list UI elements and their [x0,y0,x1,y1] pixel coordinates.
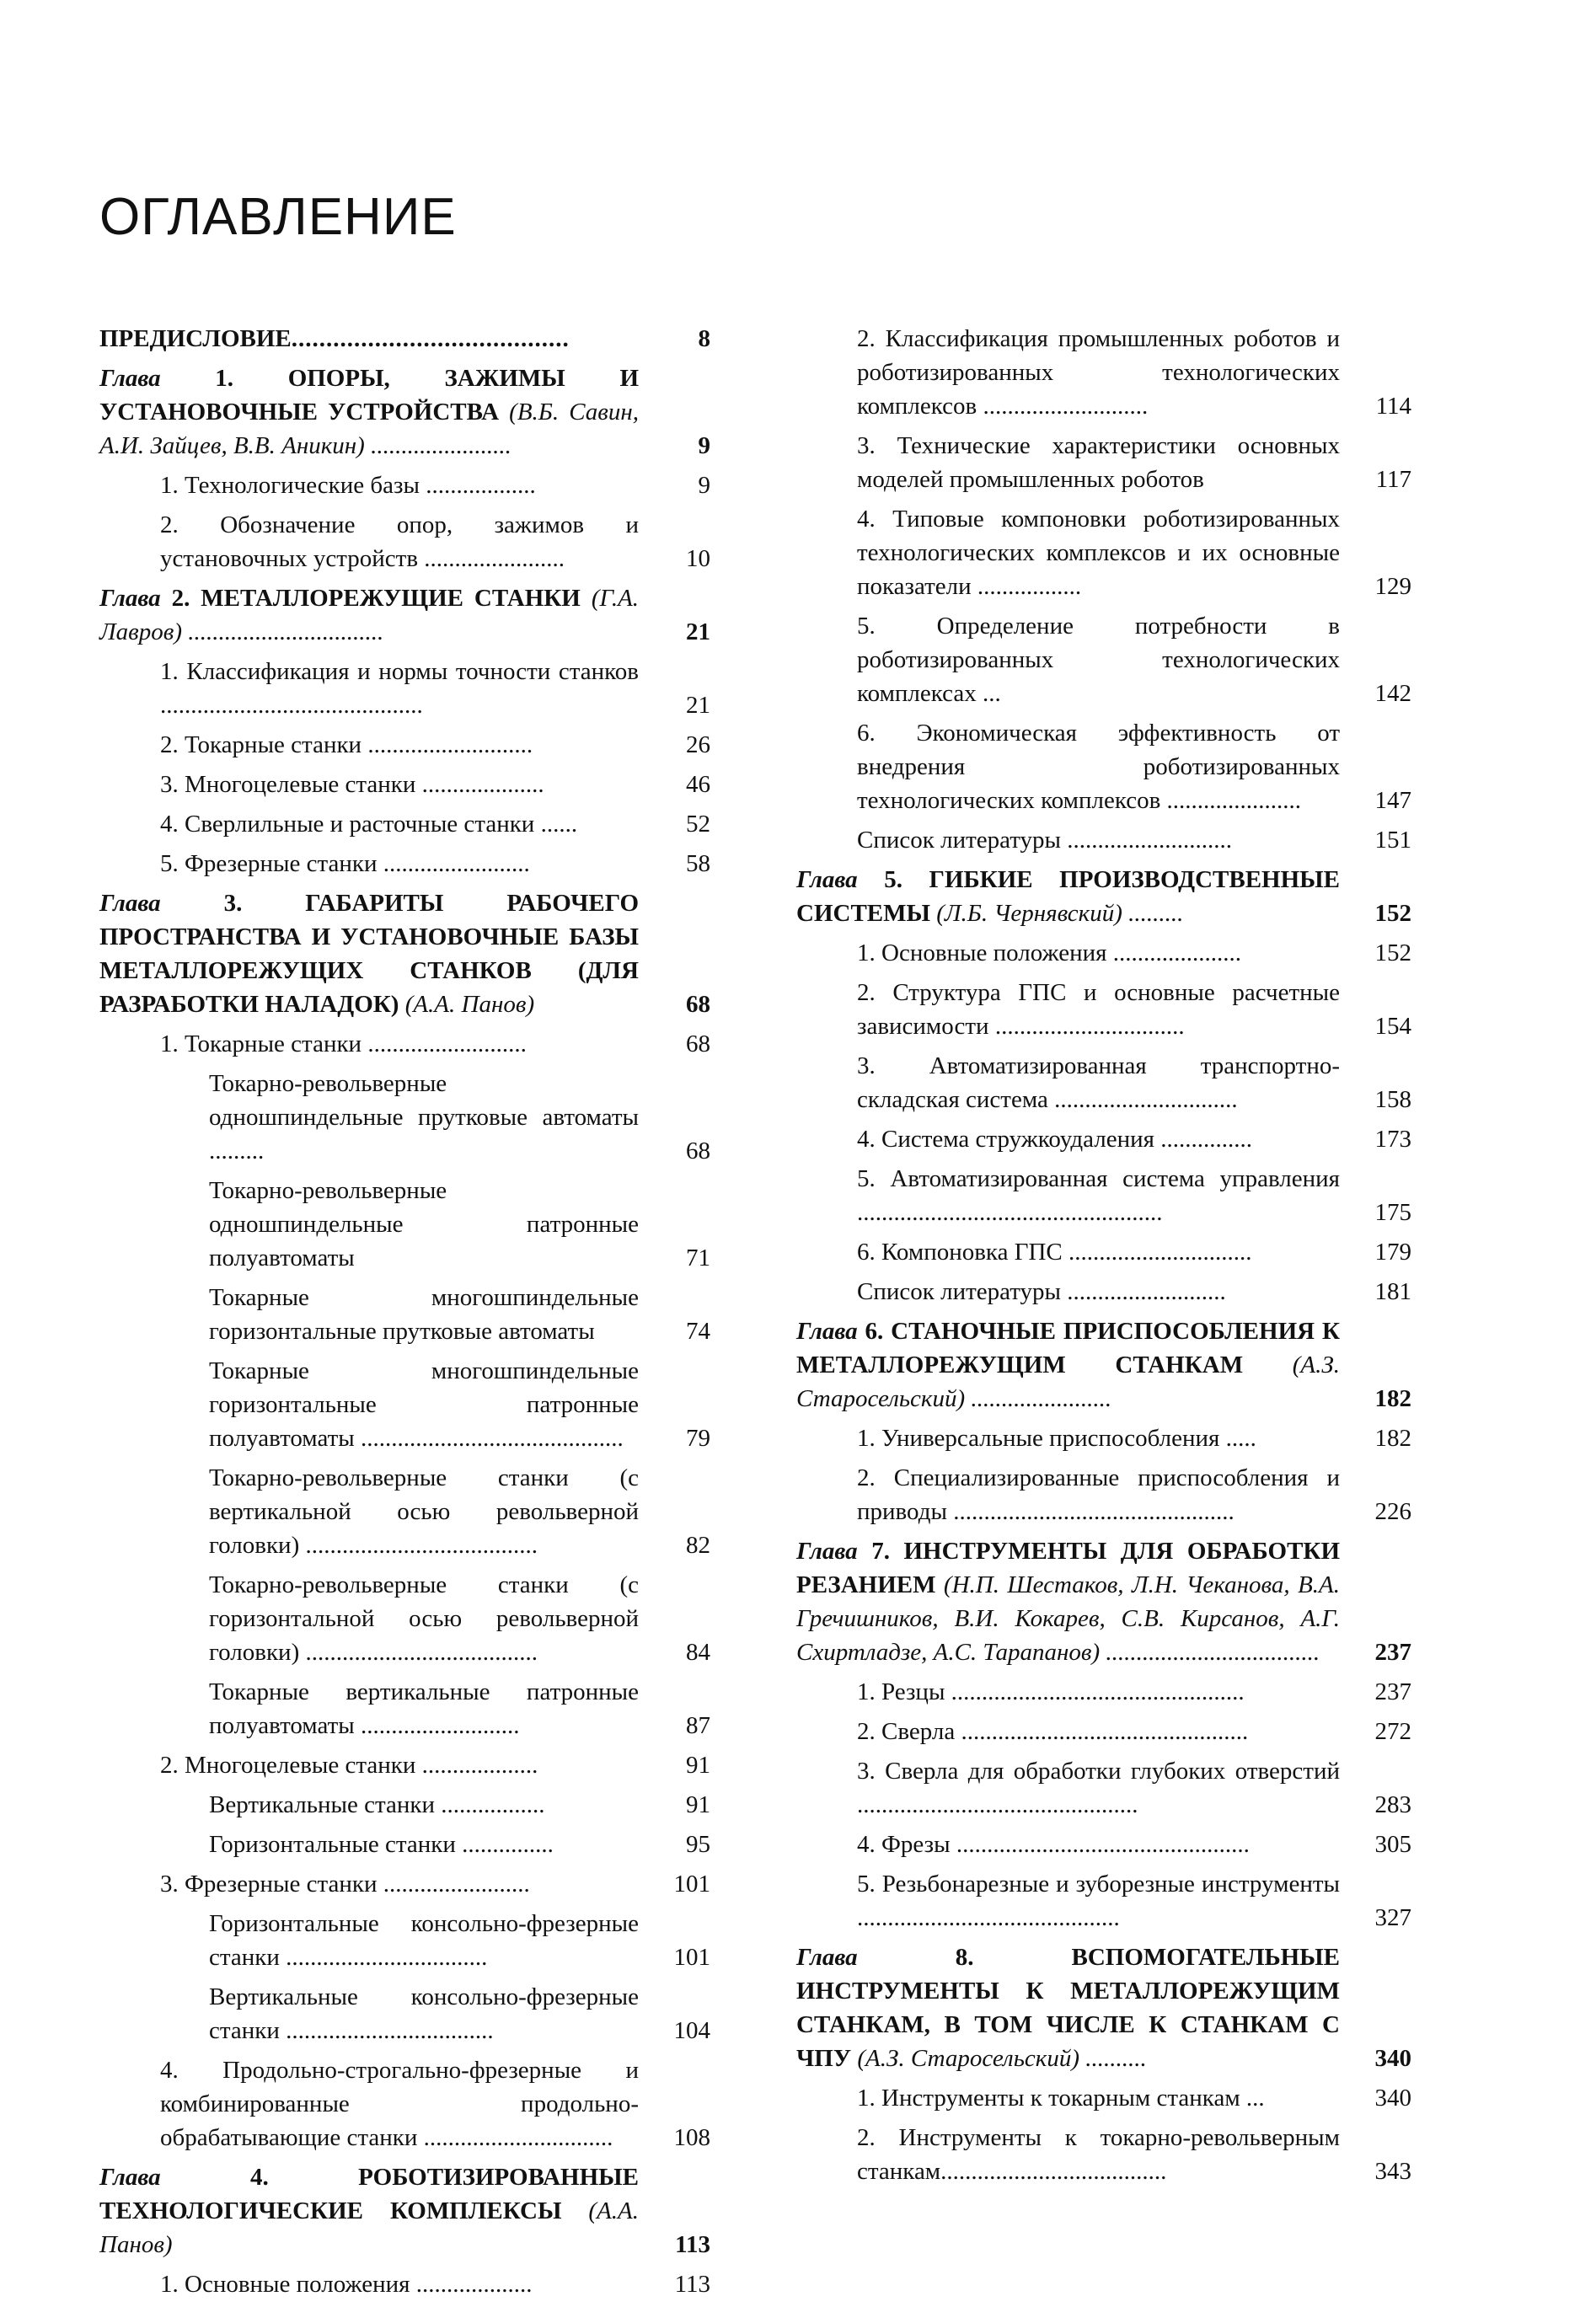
toc-entry-4-3[interactable] [796,429,1411,496]
page-number: 101 [673,1871,710,1898]
toc-entry-2-2[interactable] [99,728,710,762]
toc-entry-3-1c[interactable] [99,1281,710,1348]
page-number: 182 [1374,1425,1411,1452]
toc-entry-3-1e[interactable] [99,1461,710,1562]
toc-entry-4-6[interactable] [796,716,1411,817]
entry-title: 5. Автоматизированная система управления .................................................. [857,1165,1340,1226]
page-number: 114 [1375,393,1411,420]
page-number: 129 [1374,573,1411,600]
page-number: 74 [686,1318,710,1345]
toc-entry-5-6[interactable] [796,1235,1411,1269]
toc-entry-3-3b[interactable] [99,1980,710,2047]
page-number: 117 [1375,466,1411,493]
entry-title: 6. Экономическая эффективность от внедрения роботизированных технологических комплексов ...................... [857,720,1340,814]
chapter-label: Глава [796,1944,858,1971]
entry-title: Горизонтальные консольно-фрезерные станки ................................. [209,1910,639,1971]
page-number: 68 [686,991,710,1018]
chapter-authors: (А.З. Старосельский) [857,2045,1079,2072]
page-number: 181 [1374,1278,1411,1305]
chapter-label: Глава [796,866,858,893]
toc-entry-7-2[interactable] [796,1715,1411,1748]
toc-entry-5-4[interactable] [796,1122,1411,1156]
preface-label: ПРЕДИСЛОВИЕ [99,325,292,352]
page-number: 147 [1374,787,1411,814]
page-number: 173 [1374,1126,1411,1153]
page-number: 327 [1374,1904,1411,1931]
toc-entry-3-3a[interactable] [99,1907,710,1974]
entry-title: Горизонтальные станки ............... [209,1831,554,1858]
entry-title: 3. Многоцелевые станки .................... [160,771,544,798]
entry-title: 1. Инструменты к токарным станкам ... [857,2085,1265,2112]
page-number: 21 [686,692,710,719]
toc-entry-1-2[interactable] [99,508,710,575]
page-number: 8 [698,325,710,352]
chapter-label: Глава [99,890,161,917]
chapter-title: 7. ИНСТРУМЕНТЫ ДЛЯ ОБРАБОТКИ РЕЗАНИЕМ [796,1538,1341,1598]
chapter-dots: ....................... [965,1385,1112,1412]
page-number: 82 [686,1532,710,1559]
chapter-title: 4. РОБОТИЗИРОВАННЫЕ ТЕХНОЛОГИЧЕСКИЕ КОМПЛЕКСЫ [99,2164,639,2224]
toc-entry-5-1[interactable] [796,936,1411,970]
preface-dots: ........................................ [291,325,570,352]
page-number: 237 [1374,1639,1411,1666]
entry-title: 4. Сверлильные и расточные станки ...... [160,811,578,838]
entry-title: 1. Токарные станки .......................... [160,1030,527,1057]
entry-title: 3. Сверла для обработки глубоких отверстий .............................................. [857,1758,1340,1818]
chapter-title: 6. СТАНОЧНЫЕ ПРИСПОСОБЛЕНИЯ К МЕТАЛЛОРЕЖУЩИМ СТАНКАМ [796,1318,1340,1378]
entry-title: 3. Фрезерные станки ........................ [160,1871,530,1898]
chapter-label: Глава [796,1318,858,1345]
page-number: 10 [686,545,710,572]
chapter-title: 8. ВСПОМОГАТЕЛЬНЫЕ ИНСТРУМЕНТЫ К МЕТАЛЛОРЕЖУЩИМ СТАНКАМ, В ТОМ ЧИСЛЕ К СТАНКАМ С ЧПУ [796,1944,1340,2072]
entry-title: 1. Основные положения ..................... [857,939,1241,966]
toc-entry-3-4[interactable] [99,2053,710,2154]
page-number: 283 [1374,1791,1411,1818]
toc-entry-chapter-2[interactable] [99,581,710,649]
page-number: 91 [686,1791,710,1818]
chapter-authors: (В.Б. Савин, А.И. Зайцев, В.В. Аникин) [99,399,639,459]
entry-title: 1. Универсальные приспособления ..... [857,1425,1256,1452]
entry-title: 4. Продольно-строгально-фрезерные и комбинированные продольно-обрабатывающие станки ............................... [160,2057,639,2151]
entry-title: 2. Классификация промышленных роботов и роботизированных технологических комплексов ........................... [857,325,1340,420]
entry-title: 2. Многоцелевые станки ................... [160,1752,538,1779]
toc-entry-3-1b[interactable] [99,1174,710,1275]
toc-entry-chapter-4[interactable] [99,2160,710,2262]
chapter-dots: ......... [1122,900,1184,927]
entry-title: Токарные вертикальные патронные полуавтоматы .......................... [209,1678,639,1739]
entry-title: Токарно-револьверные одношпиндельные прутковые автоматы ......... [209,1070,639,1164]
chapter-title: 1. ОПОРЫ, ЗАЖИМЫ И УСТАНОВОЧНЫЕ УСТРОЙСТВА [99,365,639,426]
page-number: 21 [686,618,710,645]
chapter-label: Глава [99,365,161,392]
entry-title: 1. Технологические базы .................. [160,472,536,499]
toc-entry-chapter-5[interactable] [796,863,1411,930]
page-number: 152 [1374,900,1411,927]
entry-title: Список литературы ........................... [857,827,1233,854]
page-number: 87 [686,1712,710,1739]
page-number: 71 [686,1244,710,1271]
toc-entry-7-3[interactable] [796,1754,1411,1822]
chapter-dots: .......... [1079,2045,1147,2072]
page-number: 113 [674,2271,710,2298]
toc-entry-5-3[interactable] [796,1049,1411,1116]
page-number: 272 [1374,1718,1411,1745]
toc-entry-7-1[interactable] [796,1675,1411,1709]
page-number: 237 [1374,1678,1411,1705]
entry-title: Токарные многошпиндельные горизонтальные прутковые автоматы [209,1284,639,1345]
page-number: 113 [675,2231,710,2258]
page-number: 182 [1374,1385,1411,1412]
toc-entry-7-4[interactable] [796,1828,1411,1861]
toc-entry-preface[interactable] [99,322,710,356]
page-number: 151 [1374,827,1411,854]
chapter-authors: (А.А. Панов) [99,2197,639,2258]
entry-title: 2. Сверла ............................................... [857,1718,1249,1745]
page-number: 152 [1374,939,1411,966]
page-number: 101 [673,1944,710,1971]
page-number: 154 [1374,1013,1411,1040]
chapter-authors: (А.З. Старосельский) [796,1352,1340,1412]
entry-title: Токарно-револьверные одношпиндельные патронные полуавтоматы [209,1177,639,1271]
page-title: ОГЛАВЛЕНИЕ [99,188,457,246]
toc-entry-4-1[interactable] [99,2267,710,2301]
entry-title: Токарно-револьверные станки (с горизонтальной осью револьверной головки) ...................................... [209,1571,639,1666]
entry-title: Список литературы .......................... [857,1278,1226,1305]
page-number: 104 [673,2017,710,2044]
page-number: 108 [673,2124,710,2151]
chapter-authors: (А.А. Панов) [404,991,535,1018]
toc-entry-3-2[interactable] [99,1748,710,1782]
entry-title: 1. Резцы ................................................ [857,1678,1245,1705]
entry-title: 1. Основные положения ................... [160,2271,533,2298]
page-number: 226 [1374,1498,1411,1525]
toc-entry-5-2[interactable] [796,976,1411,1043]
toc-entry-chapter-3[interactable] [99,886,710,1021]
page-number: 52 [686,811,710,838]
toc-entry-4-literature[interactable] [796,823,1411,857]
toc-entry-chapter-7[interactable] [796,1534,1411,1669]
toc-entry-2-4[interactable] [99,807,710,841]
entry-title: 3. Автоматизированная транспортно-складская система .............................. [857,1052,1340,1113]
page-number: 79 [686,1425,710,1452]
chapter-title: 2. МЕТАЛЛОРЕЖУЩИЕ СТАНКИ [171,585,581,612]
chapter-dots: ................................... [1100,1639,1320,1666]
chapter-label: Глава [796,1538,858,1565]
page-number: 91 [686,1752,710,1779]
entry-title: 3. Технические характеристики основных моделей промышленных роботов [857,432,1340,493]
page-number: 340 [1374,2045,1411,2072]
toc-entry-1-1[interactable] [99,468,710,502]
chapter-label: Глава [99,2164,161,2191]
page-number: 95 [686,1831,710,1858]
toc-entry-3-1[interactable] [99,1027,710,1061]
page-number: 9 [698,432,710,459]
page-number: 343 [1374,2158,1411,2185]
entry-title: 4. Фрезы ................................................ [857,1831,1250,1858]
entry-title: Вертикальные консольно-фрезерные станки .................................. [209,1983,639,2044]
entry-title: 4. Система стружкоудаления ............... [857,1126,1253,1153]
entry-title: Вертикальные станки ................. [209,1791,545,1818]
toc-entry-5-literature[interactable] [796,1275,1411,1309]
toc-entry-3-2b[interactable] [99,1828,710,1861]
toc-entry-chapter-6[interactable] [796,1314,1411,1416]
entry-title: 2. Токарные станки ........................... [160,731,533,758]
toc-entry-2-1[interactable] [99,655,710,722]
chapter-label: Глава [99,585,161,612]
toc-entry-chapter-1[interactable] [99,361,710,463]
chapter-authors: (Н.П. Шестаков, Л.Н. Чеканова, В.А. Гречишников, В.И. Кокарев, С.В. Кирсанов, А.Г. Схиртладзе, А.С. Тарапанов) [796,1571,1340,1666]
toc-entry-chapter-8[interactable] [796,1940,1411,2075]
page-number: 58 [686,850,710,877]
entry-title: 5. Определение потребности в роботизированных технологических комплексах ... [857,613,1340,707]
page-number: 179 [1374,1239,1411,1266]
entry-title: 4. Типовые компоновки роботизированных технологических комплексов и их основные показатели ................. [857,506,1340,600]
chapter-dots: ....................... [364,432,511,459]
entry-title: 2. Инструменты к токарно-револьверным станкам..................................... [857,2124,1340,2185]
entry-title: 5. Резьбонарезные и зуборезные инструменты ........................................... [857,1871,1340,1931]
toc-entry-6-2[interactable] [796,1461,1411,1528]
entry-title: 2. Обозначение опор, зажимов и установочных устройств ....................... [160,511,639,572]
toc-entry-5-5[interactable] [796,1162,1411,1229]
toc-entry-4-4[interactable] [796,502,1411,603]
page-number: 68 [686,1030,710,1057]
chapter-dots: ................................ [181,618,384,645]
page-number: 68 [686,1137,710,1164]
entry-title: Токарные многошпиндельные горизонтальные патронные полуавтоматы ........................................... [209,1357,639,1452]
chapter-authors: (Г.А. Лавров) [99,585,640,645]
chapter-title: 5. ГИБКИЕ ПРОИЗВОДСТВЕННЫЕ СИСТЕМЫ [796,866,1340,927]
entry-title: 2. Специализированные приспособления и приводы .............................................. [857,1464,1340,1525]
toc-entry-3-3[interactable] [99,1867,710,1901]
page-number: 158 [1374,1086,1411,1113]
entry-title: Токарно-револьверные станки (с вертикальной осью револьверной головки) ...................................... [209,1464,639,1559]
chapter-title: 3. ГАБАРИТЫ РАБОЧЕГО ПРОСТРАНСТВА И УСТАНОВОЧНЫЕ БАЗЫ МЕТАЛЛОРЕЖУЩИХ СТАНКОВ (ДЛЯ РАЗРАБОТКИ НАЛАДОК) [99,890,639,1018]
page-number: 26 [686,731,710,758]
toc-right-column [796,322,1411,2194]
toc-entry-3-1d[interactable] [99,1354,710,1455]
entry-title: 1. Классификация и нормы точности станков ........................................... [160,658,639,719]
toc-entry-3-1a[interactable] [99,1067,710,1168]
page-number: 9 [698,472,710,499]
toc-left-column [99,322,710,2307]
toc-entry-4-2[interactable] [796,322,1411,423]
page-number: 175 [1374,1199,1411,1226]
page-number: 84 [686,1639,710,1666]
toc-entry-4-5[interactable] [796,609,1411,710]
entry-title: 6. Компоновка ГПС .............................. [857,1239,1252,1266]
page-number: 305 [1374,1831,1411,1858]
page-number: 46 [686,771,710,798]
toc-entry-2-5[interactable] [99,847,710,881]
toc-entry-8-2[interactable] [796,2121,1411,2188]
chapter-authors: (Л.Б. Чернявский) [936,900,1122,927]
entry-title: 5. Фрезерные станки ........................ [160,850,530,877]
page-number: 340 [1374,2085,1411,2112]
toc-entry-3-2a[interactable] [99,1788,710,1822]
toc-entry-2-3[interactable] [99,768,710,801]
toc-entry-7-5[interactable] [796,1867,1411,1935]
page-number: 142 [1374,680,1411,707]
toc-entry-6-1[interactable] [796,1421,1411,1455]
toc-entry-3-1g[interactable] [99,1675,710,1742]
toc-entry-3-1f[interactable] [99,1568,710,1669]
toc-entry-8-1[interactable] [796,2081,1411,2115]
entry-title: 2. Структура ГПС и основные расчетные зависимости ............................... [857,979,1340,1040]
